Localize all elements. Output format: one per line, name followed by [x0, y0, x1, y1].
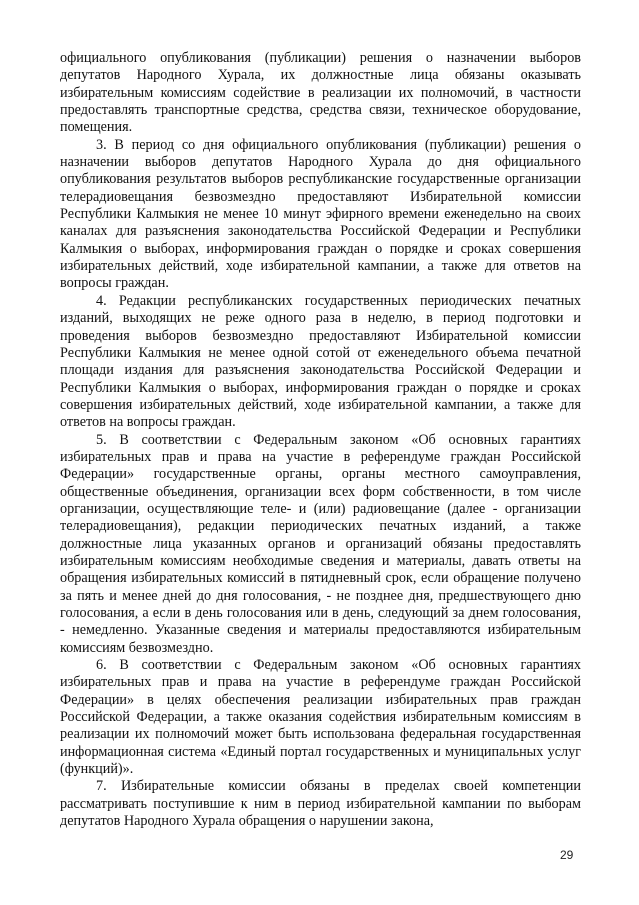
document-page	[60, 50, 581, 830]
paragraph-7: 7. Избирательные комиссии обязаны в пределах своей компетенции рассматривать поступившие к ним в период избирательной кампании по выборам депутатов Народного Хурала обращения о нарушении закона,	[60, 778, 581, 830]
paragraph-5: 5. В соответствии с Федеральным законом «Об основных гарантиях избирательных прав и права на участие в референдуме граждан Российской Федерации» государственные органы, органы местного самоуправления, общественные объединения, организации всех форм собственности, в том числе организации, осуществляющие теле- и (или) радиовещание (далее - организации телерадиовещания), редакции периодических печатных изданий, а также должностные лица указанных органов и организаций обязаны предоставлять избирательным комиссиям необходимые сведения и материалы, давать ответы на обращения избирательных комиссий в пятидневный срок, если обращение получено за пять и менее дней до дня голосования, - не позднее дня, предшествующего дню голосования, а если в день голосования или в день, следующий за днем голосования, - немедленно. Указанные сведения и материалы предоставляются избирательным комиссиям безвозмездно.	[60, 431, 581, 656]
paragraph-continuation: официального опубликования (публикации) решения о назначении выборов депутатов Народного Хурала, их должностные лица обязаны оказывать избирательным комиссиям содействие в реализации их полномочий, в частности предоставлять транспортные средства, средства связи, техническое оборудование, помещения.	[60, 50, 581, 136]
paragraph-3: 3. В период со дня официального опубликования (публикации) решения о назначении выборов депутатов Народного Хурала до дня официального опубликования результатов выборов республиканские государственные организации телерадиовещания безвозмездно предоставляют Избирательной комиссии Республики Калмыкия не менее 10 минут эфирного времени еженедельно на своих каналах для разъяснения законодательства Российской Федерации и Республики Калмыкия о выборах, информирования граждан о порядке и сроках совершения избирательных действий, ходе избирательной кампании, а также для ответов на вопросы граждан.	[60, 136, 581, 292]
paragraph-4: 4. Редакции республиканских государственных периодических печатных изданий, выходящих не реже одного раза в неделю, в период подготовки и проведения выборов безвозмездно предоставляют Избирательной комиссии Республики Калмыкия не менее одной сотой от еженедельного объема печатной площади издания для разъяснения законодательства Российской Федерации и Республики Калмыкия о выборах, информирования граждан о порядке и сроках совершения избирательных действий, ходе избирательной кампании, а также для ответов на вопросы граждан.	[60, 292, 581, 431]
paragraph-6: 6. В соответствии с Федеральным законом «Об основных гарантиях избирательных прав и права на участие в референдуме граждан Российской Федерации» в целях обеспечения реализации избирательных прав граждан Российской Федерации, а также оказания содействия избирательным комиссиям в реализации их полномочий может быть использована федеральная государственная информационная система «Единый портал государственных и муниципальных услуг (функций)».	[60, 657, 581, 778]
page-number: 29	[560, 848, 574, 862]
